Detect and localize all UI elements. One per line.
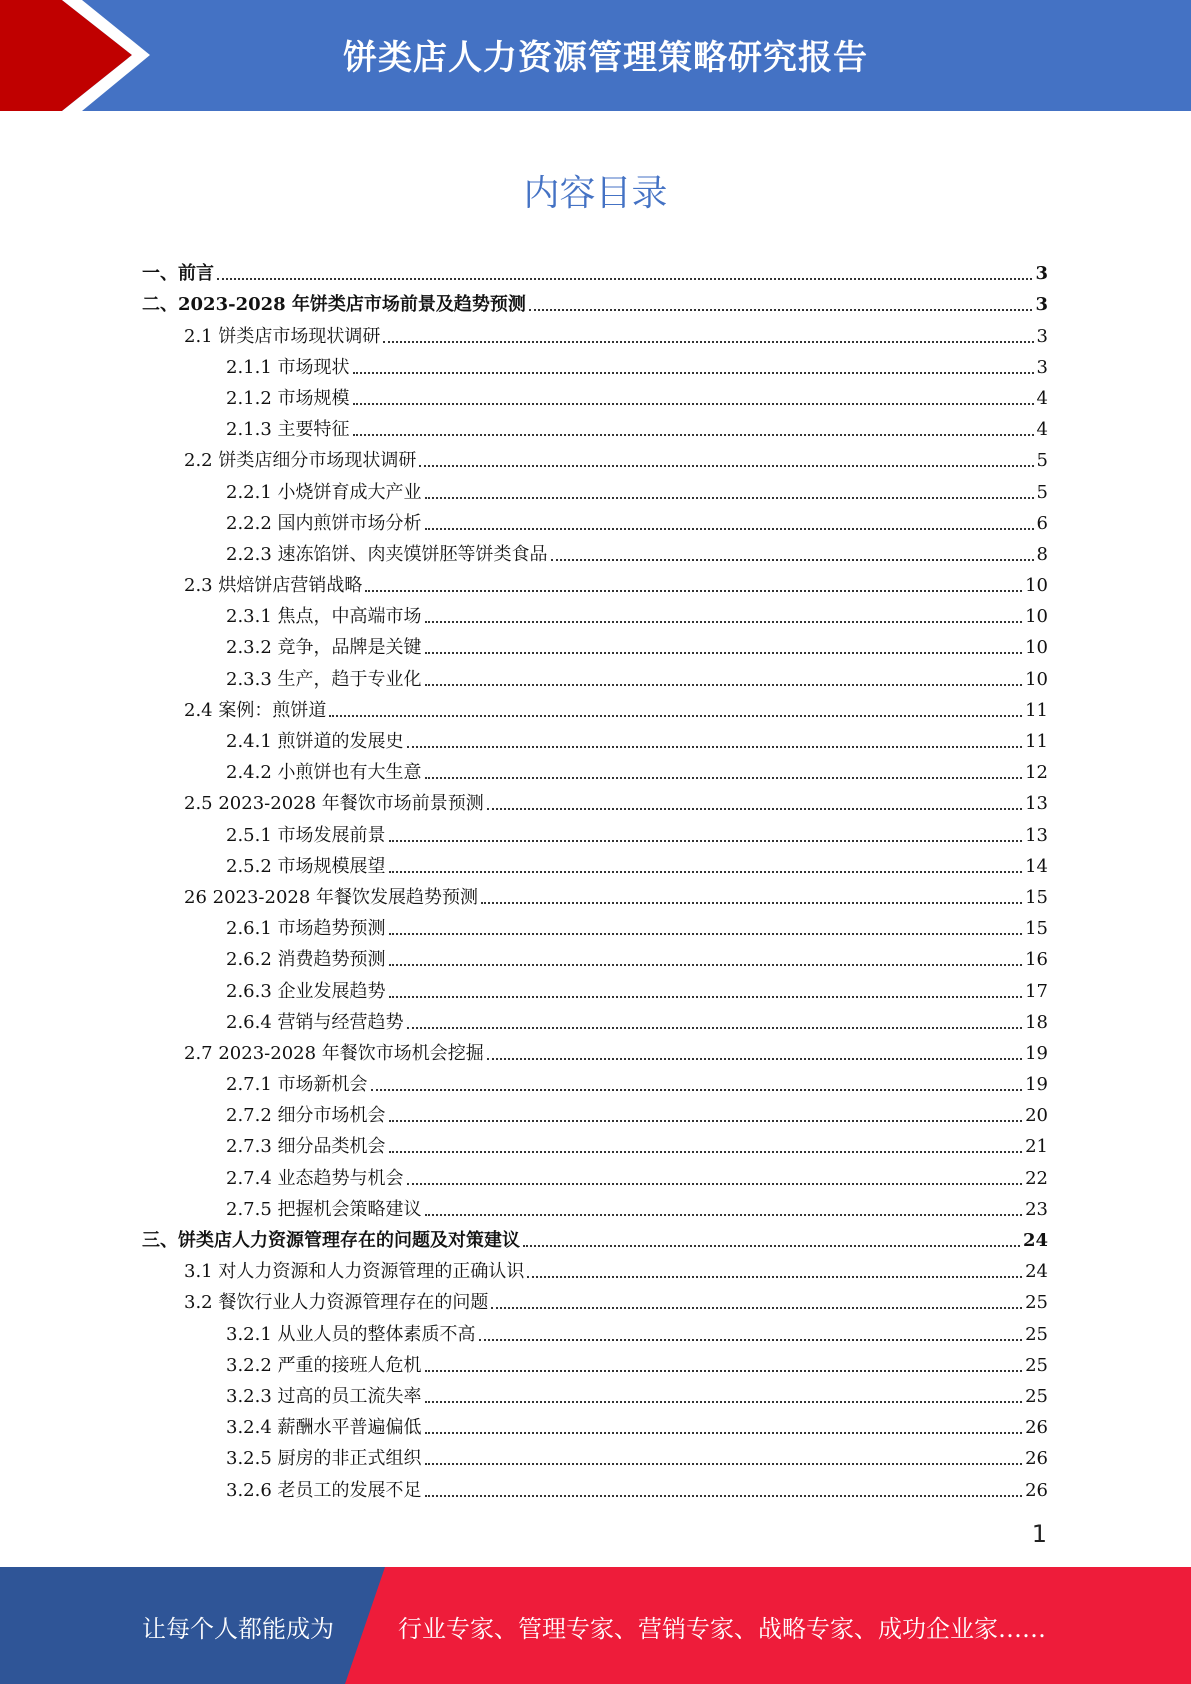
toc-entry[interactable]	[142, 1377, 1048, 1408]
toc-entry[interactable]	[142, 753, 1048, 784]
toc-entry[interactable]	[142, 254, 1048, 285]
toc-leader-dots	[491, 1307, 1022, 1309]
toc-entry-label: 2.4.1 煎饼道的发展史	[226, 731, 404, 752]
toc-entry-page: 26	[1025, 1479, 1048, 1501]
toc-entry-page: 3	[1035, 263, 1048, 285]
toc-entry-page: 24	[1025, 1261, 1048, 1283]
toc-entry-label: 2.7 2023-2028 年餐饮市场机会挖掘	[184, 1042, 484, 1064]
toc-leader-dots	[389, 933, 1023, 935]
toc-entry-label: 2.4 案例：煎饼道	[184, 699, 327, 721]
toc-leader-dots	[407, 1027, 1023, 1029]
toc-entry-label: 2.6.3 企业发展趋势	[226, 980, 386, 1002]
toc-entry-label: 2.2.2 国内煎饼市场分析	[226, 512, 422, 534]
toc-leader-dots	[389, 840, 1023, 842]
toc-entry-page: 4	[1036, 387, 1048, 409]
toc-entry-page: 11	[1025, 699, 1048, 721]
toc-entry-label: 2.1.2 市场规模	[226, 387, 350, 409]
toc-leader-dots	[487, 1058, 1022, 1060]
toc-entry-label: 2.3 烘焙饼店营销战略	[184, 575, 363, 597]
footer-slogan-right: 行业专家、管理专家、营销专家、战略专家、成功企业家……	[398, 1615, 1046, 1643]
toc-leader-dots	[425, 1463, 1023, 1465]
toc-entry-page: 3	[1036, 356, 1048, 378]
toc-entry-label: 2.1.1 市场现状	[226, 356, 350, 378]
toc-entry-label: 2.7.5 把握机会策略建议	[226, 1198, 422, 1220]
toc-entry-label: 2.5.2 市场规模展望	[226, 855, 386, 877]
toc-leader-dots	[529, 309, 1033, 311]
toc-leader-dots	[479, 1339, 1023, 1341]
toc-leader-dots	[389, 1120, 1023, 1122]
toc-entry[interactable]	[142, 316, 1048, 347]
toc-entry-label: 二、2023-2028 年饼类店市场前景及趋势预测	[142, 294, 526, 316]
toc-entry-page: 24	[1022, 1230, 1048, 1251]
toc-entry[interactable]	[142, 940, 1048, 971]
toc-entry-page: 18	[1025, 1011, 1048, 1033]
toc-leader-dots	[425, 777, 1023, 779]
toc-entry-page: 15	[1025, 886, 1048, 908]
toc-entry[interactable]	[142, 878, 1048, 909]
toc-entry-label: 26 2023-2028 年餐饮发展趋势预测	[184, 886, 479, 908]
toc-entry[interactable]	[142, 722, 1048, 753]
toc-entry-page: 11	[1025, 731, 1048, 752]
toc-entry-label: 2.5.1 市场发展前景	[226, 824, 386, 846]
toc-leader-dots	[365, 590, 1022, 592]
toc-leader-dots	[425, 1214, 1023, 1216]
toc-leader-dots	[523, 1245, 1020, 1247]
toc-entry-label: 3.2.2 严重的接班人危机	[226, 1354, 422, 1376]
toc-entry-page: 22	[1025, 1167, 1048, 1189]
toc-entry[interactable]	[142, 1065, 1048, 1096]
toc-entry-page: 19	[1025, 1042, 1048, 1064]
toc-entry[interactable]	[142, 1003, 1048, 1034]
toc-entry[interactable]	[142, 410, 1048, 441]
toc-entry-page: 25	[1025, 1292, 1048, 1314]
toc-leader-dots	[425, 1432, 1023, 1434]
toc-entry[interactable]	[142, 472, 1048, 503]
toc-leader-dots	[487, 808, 1022, 810]
toc-leader-dots	[353, 434, 1034, 436]
toc-entry[interactable]	[142, 1096, 1048, 1127]
toc-leader-dots	[371, 1089, 1023, 1091]
toc-entry[interactable]	[142, 597, 1048, 628]
toc-entry-page: 14	[1025, 855, 1048, 877]
toc-entry[interactable]	[142, 784, 1048, 815]
toc-entry[interactable]	[142, 1034, 1048, 1065]
report-title: 饼类店人力资源管理策略研究报告	[343, 38, 868, 78]
toc-entry-label: 2.7.2 细分市场机会	[226, 1105, 386, 1127]
footer-slogan-left: 让每个人都能成为	[142, 1615, 334, 1643]
toc-entry[interactable]	[142, 659, 1048, 690]
toc-entry-label: 三、饼类店人力资源管理存在的问题及对策建议	[142, 1230, 520, 1251]
toc-entry[interactable]	[142, 909, 1048, 940]
toc-entry[interactable]	[142, 348, 1048, 379]
toc-leader-dots	[425, 1370, 1023, 1372]
toc-leader-dots	[217, 278, 1032, 280]
toc-entry-label: 2.1 饼类店市场现状调研	[184, 325, 381, 347]
toc-entry-page: 10	[1025, 668, 1048, 690]
toc-entry[interactable]	[142, 1439, 1048, 1470]
toc-entry-label: 2.2.1 小烧饼育成大产业	[226, 481, 422, 503]
toc-entry-page: 10	[1025, 575, 1048, 597]
toc-leader-dots	[419, 465, 1033, 467]
toc-entry[interactable]	[142, 1283, 1048, 1314]
toc-entry[interactable]	[142, 847, 1048, 878]
toc-entry-page: 25	[1025, 1354, 1048, 1376]
toc-leader-dots	[425, 652, 1023, 654]
toc-entry-page: 10	[1025, 637, 1048, 659]
toc-entry-label: 2.1.3 主要特征	[226, 419, 350, 441]
toc-leader-dots	[481, 902, 1022, 904]
toc-entry[interactable]	[142, 1470, 1048, 1501]
toc-entry-label: 2.6.1 市场趋势预测	[226, 918, 386, 940]
toc-entry-label: 2.4.2 小煎饼也有大生意	[226, 762, 422, 784]
toc-leader-dots	[425, 1401, 1023, 1403]
footer-banner	[0, 1567, 1191, 1684]
toc-entry-page: 5	[1036, 481, 1048, 503]
toc-entry[interactable]	[142, 1346, 1048, 1377]
toc-entry-page: 8	[1036, 543, 1048, 565]
toc-entry-page: 15	[1025, 918, 1048, 940]
toc-entry[interactable]	[142, 566, 1048, 597]
toc-entry[interactable]	[142, 285, 1048, 316]
toc-entry-label: 2.6.4 营销与经营趋势	[226, 1011, 404, 1033]
toc-entry-label: 2.2 饼类店细分市场现状调研	[184, 450, 417, 472]
toc-entry-label: 2.3.1 焦点，中高端市场	[226, 606, 422, 628]
toc-entry[interactable]	[142, 441, 1048, 472]
toc-entry-page: 20	[1025, 1105, 1048, 1127]
toc-leader-dots	[389, 996, 1023, 998]
toc-entry-page: 10	[1025, 606, 1048, 628]
toc-entry-label: 一、前言	[142, 263, 214, 285]
header-banner	[0, 0, 1191, 111]
toc-entry-page: 12	[1025, 762, 1048, 784]
toc-entry-page: 13	[1025, 824, 1048, 846]
toc-entry[interactable]	[142, 379, 1048, 410]
toc-leader-dots	[353, 403, 1034, 405]
toc-entry-page: 13	[1025, 793, 1048, 815]
toc-entry[interactable]	[142, 504, 1048, 535]
toc-leader-dots	[389, 964, 1023, 966]
toc-entry-page: 19	[1025, 1074, 1048, 1096]
toc-entry-label: 3.2.1 从业人员的整体素质不高	[226, 1323, 476, 1345]
toc-entry-page: 26	[1025, 1417, 1048, 1439]
toc-entry-page: 21	[1025, 1136, 1048, 1158]
toc-entry-label: 2.7.3 细分品类机会	[226, 1136, 386, 1158]
toc-entry-label: 3.2.6 老员工的发展不足	[226, 1479, 422, 1501]
toc-leader-dots	[425, 1495, 1023, 1497]
toc-leader-dots	[383, 341, 1033, 343]
toc-entry-page: 23	[1025, 1198, 1048, 1220]
toc-entry-label: 3.1 对人力资源和人力资源管理的正确认识	[184, 1261, 525, 1283]
toc-entry[interactable]	[142, 535, 1048, 566]
toc-entry[interactable]	[142, 971, 1048, 1002]
toc-entry-label: 2.2.3 速冻馅饼、肉夹馍饼胚等饼类食品	[226, 543, 548, 565]
toc-entry-label: 2.5 2023-2028 年餐饮市场前景预测	[184, 793, 484, 815]
toc-leader-dots	[425, 497, 1034, 499]
toc-leader-dots	[425, 684, 1023, 686]
toc-entry-page: 25	[1025, 1385, 1048, 1407]
toc-leader-dots	[389, 1151, 1023, 1153]
toc-entry[interactable]	[142, 815, 1048, 846]
toc-entry[interactable]	[142, 1158, 1048, 1189]
toc-entry-label: 3.2.4 薪酬水平普遍偏低	[226, 1417, 422, 1439]
toc-leader-dots	[329, 715, 1022, 717]
toc-heading: 内容目录	[523, 173, 668, 214]
toc-entry-page: 3	[1035, 294, 1048, 316]
toc-entry[interactable]	[142, 1408, 1048, 1439]
toc-leader-dots	[389, 871, 1023, 873]
toc-entry-label: 3.2.3 过高的员工流失率	[226, 1385, 422, 1407]
toc-entry-page: 17	[1025, 980, 1048, 1002]
toc-leader-dots	[407, 1183, 1023, 1185]
toc-leader-dots	[425, 621, 1023, 623]
toc-entry-page: 3	[1036, 325, 1048, 347]
toc-leader-dots	[407, 746, 1023, 748]
toc-entry[interactable]	[142, 1314, 1048, 1345]
toc-entry[interactable]	[142, 1190, 1048, 1221]
toc-entry-page: 5	[1036, 450, 1048, 472]
toc-entry-label: 2.3.3 生产，趋于专业化	[226, 668, 422, 690]
toc-entry-label: 2.6.2 消费趋势预测	[226, 949, 386, 971]
table-of-contents	[142, 254, 1048, 1502]
toc-entry-label: 3.2 餐饮行业人力资源管理存在的问题	[184, 1292, 489, 1314]
toc-entry-label: 3.2.5 厨房的非正式组织	[226, 1448, 422, 1470]
toc-entry-label: 2.7.4 业态趋势与机会	[226, 1167, 404, 1189]
toc-leader-dots	[527, 1276, 1022, 1278]
toc-leader-dots	[425, 528, 1034, 530]
toc-entry[interactable]	[142, 1127, 1048, 1158]
toc-entry[interactable]	[142, 628, 1048, 659]
toc-entry-page: 16	[1025, 949, 1048, 971]
toc-entry-page: 26	[1025, 1448, 1048, 1470]
toc-entry[interactable]	[142, 1221, 1048, 1252]
toc-entry[interactable]	[142, 1252, 1048, 1283]
toc-entry-page: 25	[1025, 1323, 1048, 1345]
toc-entry-page: 4	[1036, 419, 1048, 441]
toc-leader-dots	[353, 372, 1034, 374]
toc-entry-page: 6	[1036, 512, 1048, 534]
toc-leader-dots	[551, 559, 1034, 561]
toc-entry-label: 2.3.2 竞争，品牌是关键	[226, 637, 422, 659]
toc-entry-label: 2.7.1 市场新机会	[226, 1074, 368, 1096]
toc-entry[interactable]	[142, 691, 1048, 722]
page-number: 1	[1031, 1520, 1047, 1548]
